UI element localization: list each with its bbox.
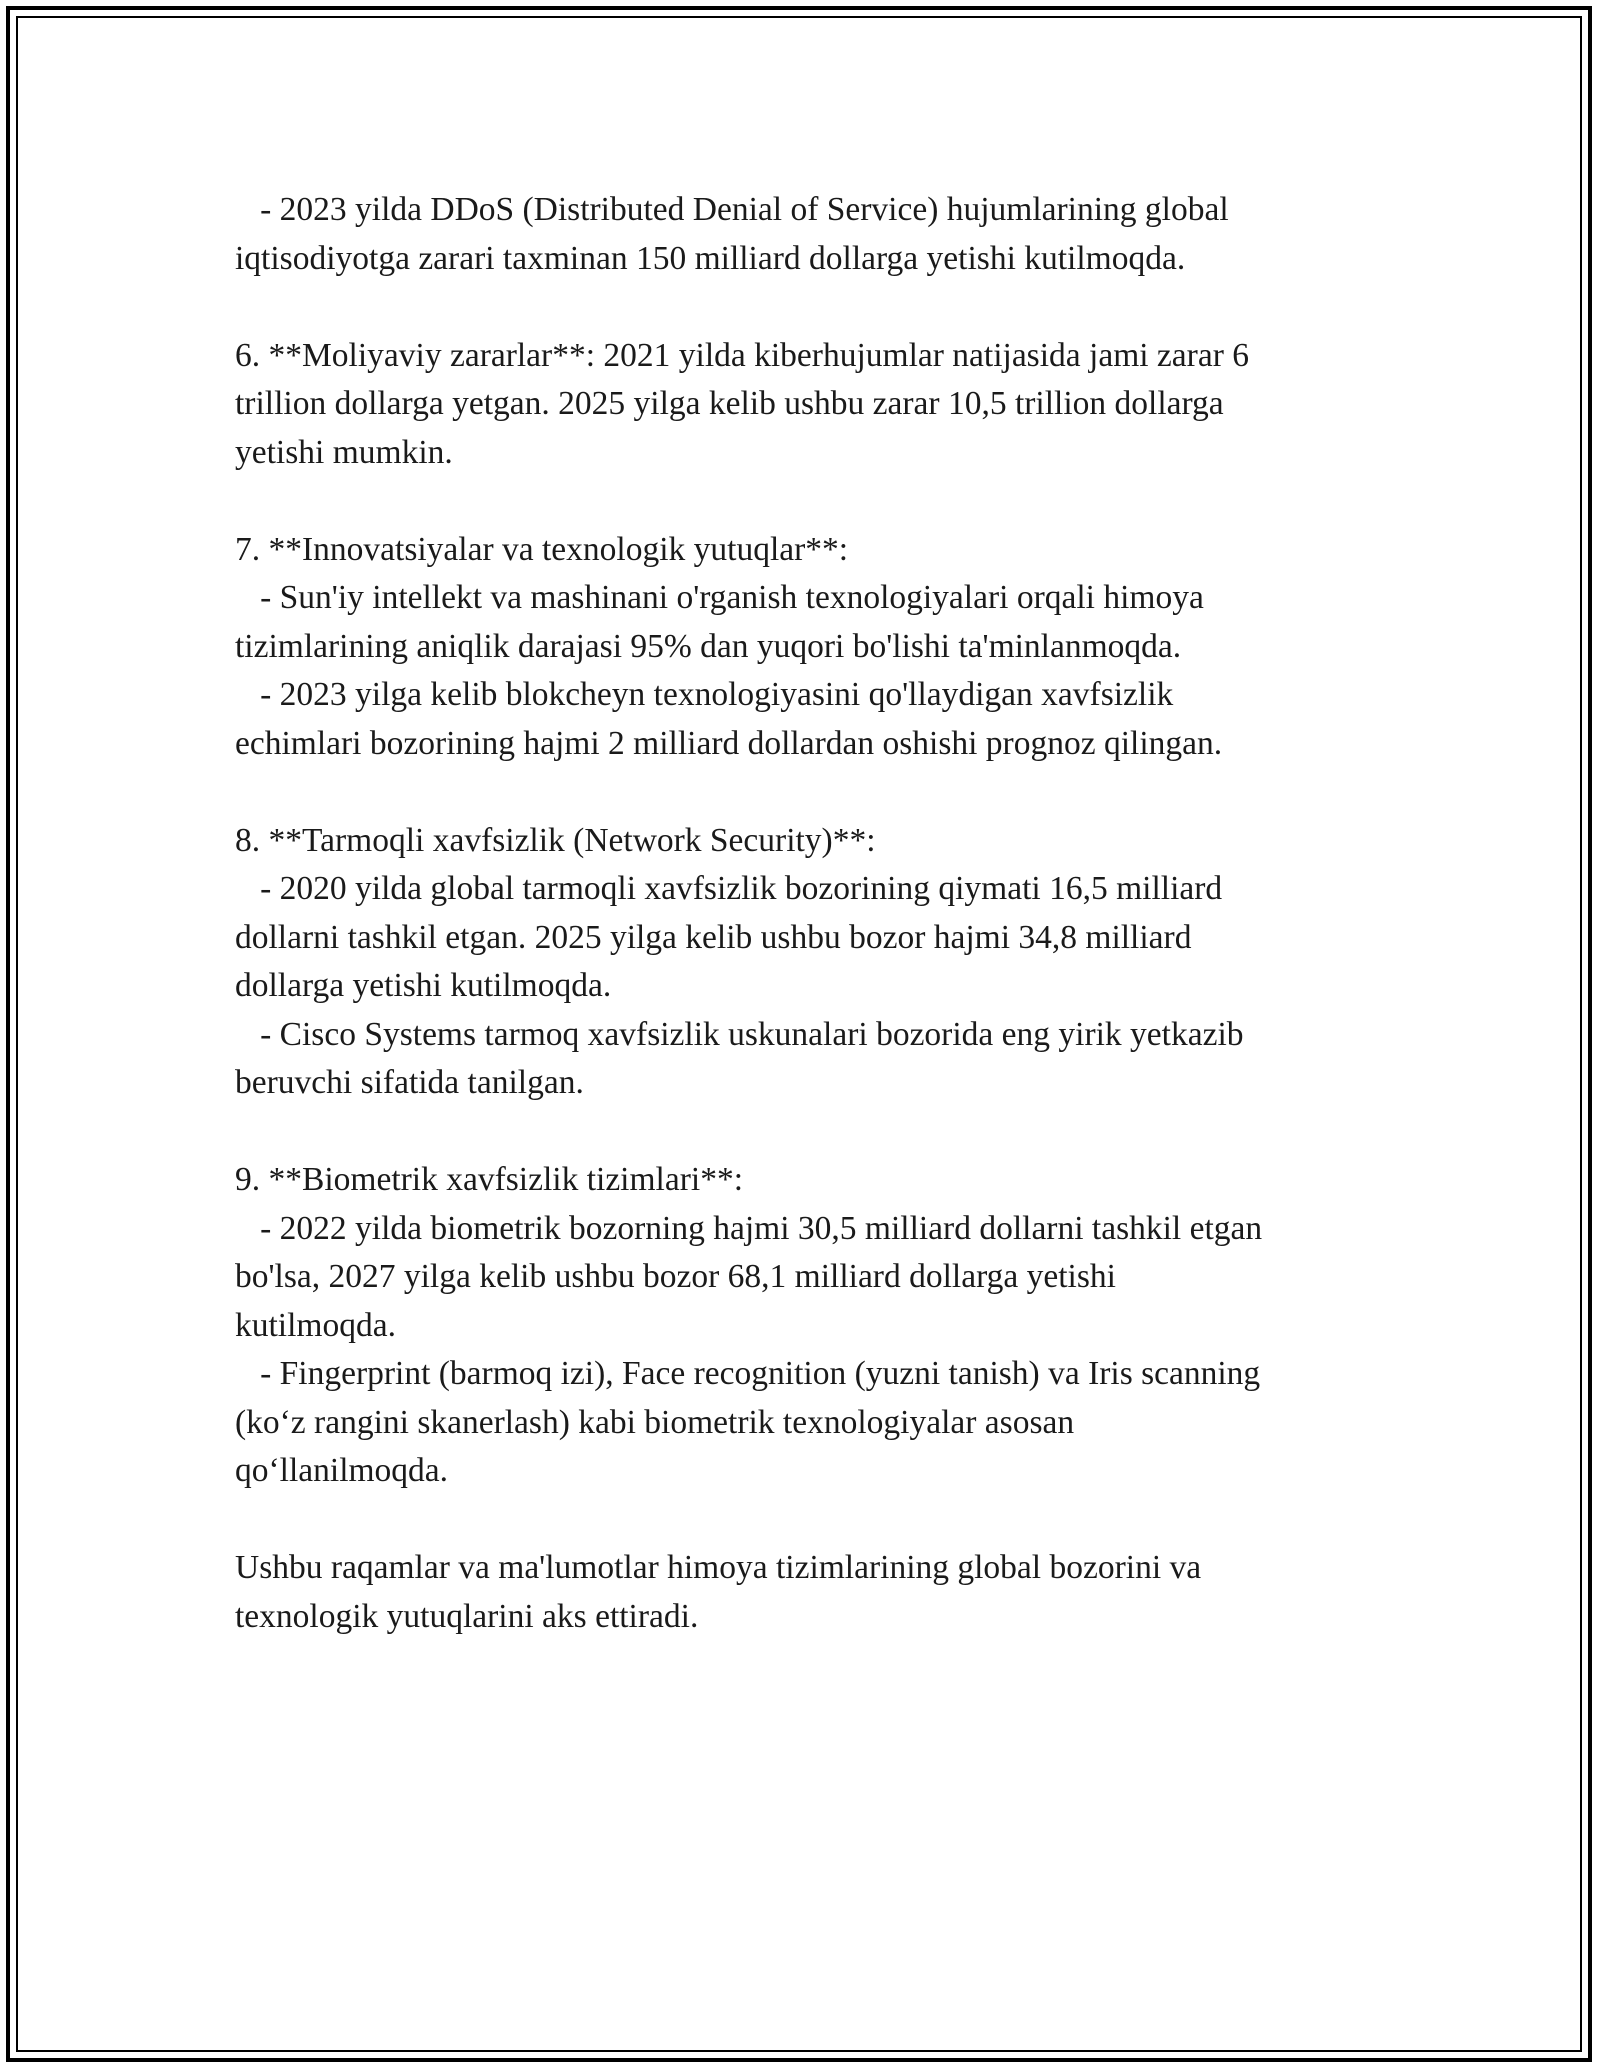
text-line: - 2020 yilda global tarmoqli xavfsizlik bozorining qiymati 16,5 milliard [235, 870, 1223, 907]
text-line: - 2023 yilda DDoS (Distributed Denial of Service) hujumlarining global [235, 191, 1229, 228]
text-line: - 2023 yilga kelib blokcheyn texnologiyasini qo'llaydigan xavfsizlik [235, 676, 1174, 713]
blank-line [235, 1108, 1365, 1157]
blank-line [235, 477, 1365, 526]
text-line: tizimlarining aniqlik darajasi 95% dan yuqori bo'lishi ta'minlanmoqda. [235, 627, 1182, 665]
text-line: Ushbu raqamlar va ma'lumotlar himoya tizimlarining global bozorini va [235, 1549, 1202, 1586]
text-line: 9. **Biometrik xavfsizlik tizimlari**: [235, 1161, 743, 1198]
text-line: 8. **Tarmoqli xavfsizlik (Network Security)**: [235, 821, 876, 859]
text-line: - Cisco Systems tarmoq xavfsizlik uskunalari bozorida eng yirik yetkazib [235, 1015, 1244, 1053]
text-line: - Fingerprint (barmoq izi), Face recognition (yuzni tanish) va Iris scanning [235, 1355, 1261, 1392]
blank-line [235, 283, 1365, 332]
text-line: - Sun'iy intellekt va mashinani o'rganish texnologiyalari orqali himoya [235, 579, 1204, 616]
text-line: qo‘llanilmoqda. [235, 1452, 449, 1489]
text-line: kutilmoqda. [235, 1306, 396, 1344]
text-line: 6. **Moliyaviy zararlar**: 2021 yilda kiberhujumlar natijasida jami zarar 6 [235, 336, 1249, 374]
text-line: trillion dollarga yetgan. 2025 yilga kelib ushbu zarar 10,5 trillion dollarga [235, 385, 1224, 422]
text-line: yetishi mumkin. [235, 433, 453, 471]
blank-line [235, 1496, 1365, 1545]
blank-line [235, 768, 1365, 817]
text-line: texnologik yutuqlarini aks ettiradi. [235, 1597, 699, 1635]
text-line: dollarni tashkil etgan. 2025 yilga kelib ushbu bozor hajmi 34,8 milliard [235, 918, 1192, 956]
document-body [235, 186, 1365, 1641]
text-line: bo'lsa, 2027 yilga kelib ushbu bozor 68,1 milliard dollarga yetishi [235, 1258, 1116, 1295]
text-line: dollarga yetishi kutilmoqda. [235, 967, 612, 1004]
text-line: iqtisodiyotga zarari taxminan 150 milliard dollarga yetishi kutilmoqda. [235, 239, 1186, 277]
text-line: 7. **Innovatsiyalar va texnologik yutuqlar**: [235, 530, 849, 568]
text-line: - 2022 yilda biometrik bozorning hajmi 30,5 milliard dollarni tashkil etgan [235, 1209, 1263, 1247]
text-line: (ko‘z rangini skanerlash) kabi biometrik texnologiyalar asosan [235, 1403, 1075, 1441]
text-line: echimlari bozorining hajmi 2 milliard dollardan oshishi prognoz qilingan. [235, 724, 1223, 762]
text-line: beruvchi sifatida tanilgan. [235, 1064, 584, 1101]
